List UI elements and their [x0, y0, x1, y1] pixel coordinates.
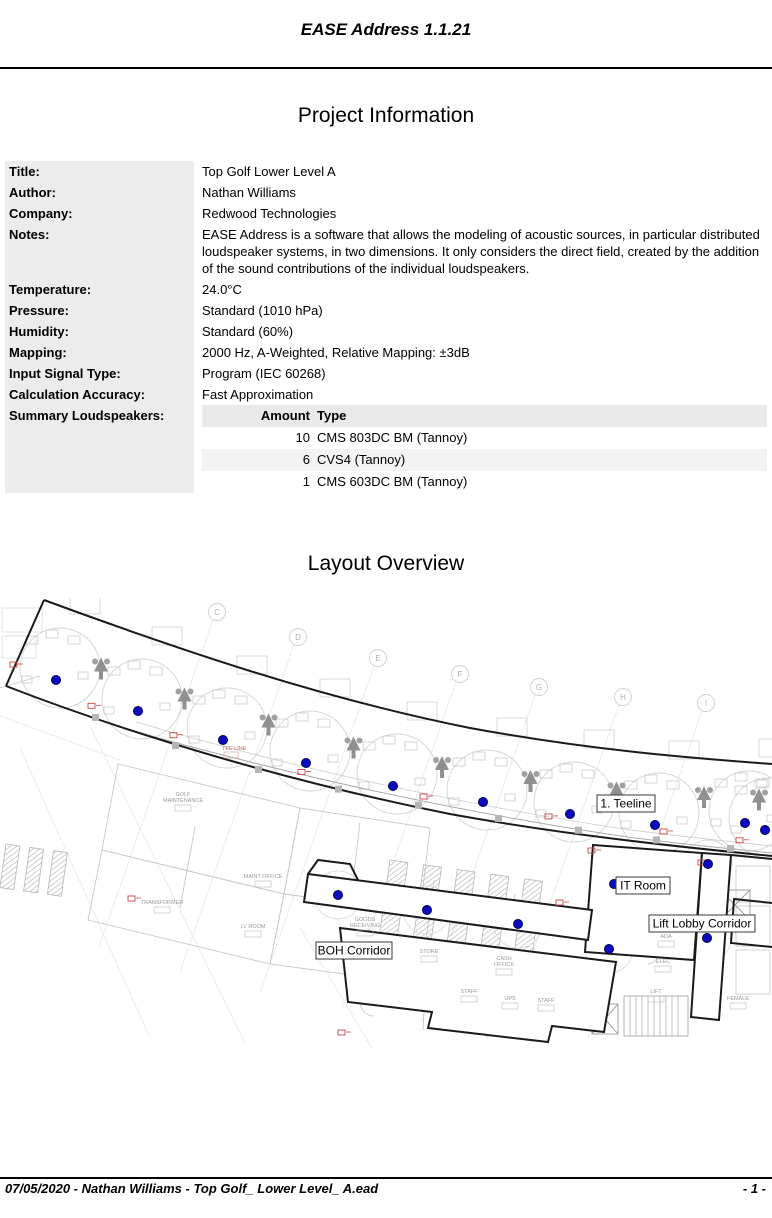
loudspeaker-dot — [703, 934, 712, 943]
area-label: BOH Corridor — [317, 943, 391, 958]
tee-marker-icon — [695, 787, 701, 793]
bay-table — [473, 752, 485, 760]
bay-back-wall — [152, 627, 182, 645]
info-row-notes — [5, 224, 767, 279]
room-label: MAINT OFFICE — [243, 874, 283, 880]
tee-marker-icon — [445, 757, 451, 763]
type-cell: CMS 803DC BM (Tannoy) — [317, 430, 468, 445]
room-number-box — [655, 966, 671, 972]
info-row-humidity — [5, 321, 767, 342]
info-row-pressure — [5, 300, 767, 321]
red-mark — [88, 703, 95, 708]
red-mark — [128, 896, 135, 901]
tee-marker-icon — [433, 757, 439, 763]
info-row-loudspeaker-summary — [5, 405, 767, 493]
loudspeaker-dot — [704, 860, 713, 869]
room-label: MAINTENANCE — [162, 798, 204, 804]
field-value: Fast Approximation — [202, 387, 314, 402]
field-label: Humidity: — [5, 321, 194, 342]
room-label: OFFICE — [493, 962, 515, 968]
bay-table — [505, 794, 515, 801]
bay-table — [415, 778, 425, 785]
type-cell: CMS 603DC BM (Tannoy) — [317, 474, 468, 489]
loudspeaker-header-row — [202, 405, 767, 427]
bay-table — [68, 636, 80, 644]
red-mark — [420, 794, 427, 799]
project-information-title: Project Information — [297, 104, 475, 127]
tee-marker-icon — [757, 803, 761, 811]
bay-table — [318, 719, 330, 727]
column-marker — [415, 802, 422, 809]
field-value: Redwood Technologies — [202, 206, 337, 221]
field-label: Notes: — [5, 224, 194, 279]
column-header-type: Type — [317, 408, 347, 423]
bay-table — [677, 817, 687, 824]
bay-circle — [102, 659, 182, 739]
table-row — [202, 471, 767, 493]
bay-table — [128, 661, 140, 669]
loudspeaker-dot — [52, 676, 61, 685]
amount-cell: 6 — [302, 452, 310, 467]
info-row-mapping — [5, 342, 767, 363]
bay-table — [383, 736, 395, 744]
table-row — [202, 427, 767, 449]
tee-marker-icon — [188, 689, 194, 695]
room-number-box — [245, 931, 261, 937]
column-markers — [92, 714, 734, 852]
bay-table — [213, 690, 225, 698]
amount-cell: 10 — [295, 430, 310, 445]
column-marker — [335, 786, 342, 793]
red-mark — [338, 1030, 345, 1035]
layout-overview-title: Layout Overview — [307, 552, 465, 575]
tee-marker-icon — [99, 672, 103, 680]
bay-table — [150, 667, 162, 675]
room-label: GOODS — [354, 917, 376, 923]
red-mark — [660, 829, 667, 834]
loudspeaker-dot — [514, 920, 523, 929]
loudspeaker-dot — [134, 707, 143, 716]
bay-table — [582, 770, 594, 778]
column-marker — [255, 766, 262, 773]
room-number-box — [648, 996, 664, 1002]
bay-circle — [447, 750, 527, 830]
room-number-box — [255, 881, 271, 887]
field-label: Temperature: — [5, 279, 194, 300]
grid-letter: I — [704, 699, 708, 708]
field-label: Pressure: — [5, 300, 194, 321]
bay-table — [160, 703, 170, 710]
room-number-box — [154, 907, 170, 913]
red-mark — [556, 900, 563, 905]
area-label: Lift Lobby Corridor — [652, 916, 752, 931]
bay-table — [711, 819, 721, 826]
tee-marker-icon — [176, 689, 182, 695]
info-row-title — [5, 161, 767, 182]
grid-letter: E — [375, 654, 381, 663]
room-label: STORE — [419, 949, 439, 955]
bay-circle — [270, 711, 350, 791]
grid-letter: F — [457, 670, 463, 679]
bay-back-wall — [759, 739, 772, 757]
column-marker — [172, 742, 179, 749]
field-value: EASE Address is a software that allows the modeling of acoustic sources, in particular distributed loudspeaker systems, in two dimensions. It only considers the direct field, created by the addition of the sound contributions of the individual loudspeakers. — [202, 227, 760, 276]
room-label: LIFT — [650, 989, 662, 995]
tee-marker-icon — [707, 787, 713, 793]
room-label: CASH — [496, 956, 512, 962]
field-value: Standard (1010 hPa) — [202, 303, 323, 318]
bay-table — [235, 696, 247, 704]
field-value: 2000 Hz, A-Weighted, Relative Mapping: ±3dB — [202, 345, 470, 360]
tee-marker-icon — [104, 659, 110, 665]
bay-circle — [709, 771, 772, 851]
tee-marker-icon — [267, 728, 271, 736]
grid-letter: G — [535, 683, 543, 692]
loudspeaker-dot — [302, 759, 311, 768]
tee-marker-icon — [345, 738, 351, 744]
bay-table — [621, 821, 631, 828]
area-label: 1. Teeline — [600, 796, 652, 811]
field-label: Input Signal Type: — [5, 363, 194, 384]
room-label: GOLF — [175, 792, 191, 798]
tee-marker-icon — [620, 783, 626, 789]
field-label: Title: — [5, 161, 194, 182]
field-label: Calculation Accuracy: — [5, 384, 194, 405]
column-header-amount: Amount — [260, 408, 310, 423]
room-label: LV ROOM — [240, 924, 266, 930]
footer-file-info: 07/05/2020 - Nathan Williams - Top Golf_ Lower Level_ A.ead — [5, 1181, 379, 1196]
footer-rule — [0, 1177, 772, 1179]
bay-table — [245, 732, 255, 739]
layout-overview-plan — [0, 598, 772, 1048]
room-label: UPS — [504, 996, 516, 1002]
bay-table — [104, 707, 114, 714]
bay-table — [296, 713, 308, 721]
info-row-calc-accuracy — [5, 384, 767, 405]
bay-table — [645, 775, 657, 783]
column-marker — [92, 714, 99, 721]
column-marker — [495, 815, 502, 822]
loudspeaker-dot — [741, 819, 750, 828]
info-row-input-signal — [5, 363, 767, 384]
grid-letter: C — [214, 608, 220, 617]
loudspeaker-dot — [423, 906, 432, 915]
field-label: Author: — [5, 182, 194, 203]
loudspeaker-dot — [334, 891, 343, 900]
bay-table — [731, 826, 741, 833]
room-number-box — [175, 805, 191, 811]
tee-marker-icon — [762, 790, 768, 796]
bay-table — [46, 630, 58, 638]
loudspeaker-summary-table — [202, 405, 767, 493]
info-row-temperature — [5, 279, 767, 300]
room-label: FEMALE — [726, 996, 750, 1002]
tee-marker-glyphs — [92, 658, 768, 811]
bay-back-wall — [320, 679, 350, 697]
tee-marker-icon — [440, 770, 444, 778]
header-rule — [0, 67, 772, 69]
tee-marker-icon — [608, 783, 614, 789]
bay-table — [735, 773, 747, 781]
column-marker — [653, 837, 660, 844]
field-label: Summary Loudspeakers: — [5, 405, 194, 493]
field-value: 24.0°C — [202, 282, 242, 297]
floor-plan — [0, 598, 772, 1048]
loudspeaker-dot — [479, 798, 488, 807]
tee-marker-icon — [352, 751, 356, 759]
room-number-box — [730, 1003, 746, 1009]
column-marker — [575, 827, 582, 834]
bay-table — [767, 815, 772, 822]
footer-page-number: - 1 - — [742, 1181, 766, 1196]
column-marker — [727, 845, 734, 852]
room-label: ADA — [660, 934, 672, 940]
tee-marker-icon — [522, 771, 528, 777]
app-title: EASE Address 1.1.21 — [300, 20, 472, 39]
grid-letter: D — [295, 633, 301, 642]
grid-leader-line — [180, 645, 294, 972]
tee-marker-icon — [534, 771, 540, 777]
tee-marker-icon — [529, 784, 533, 792]
loudspeaker-dot — [389, 782, 398, 791]
tee-marker-icon — [272, 715, 278, 721]
field-label: Company: — [5, 203, 194, 224]
loudspeaker-dot — [219, 736, 228, 745]
grid-letter: H — [620, 693, 626, 702]
loudspeaker-dot — [605, 945, 614, 954]
tee-marker-icon — [183, 702, 187, 710]
bay-table — [495, 758, 507, 766]
tee-marker-icon — [260, 715, 266, 721]
amount-cell: 1 — [302, 474, 310, 489]
loudspeaker-dot — [761, 826, 770, 835]
room-label: STAFF — [460, 989, 478, 995]
bay-table — [405, 742, 417, 750]
tee-marker-icon — [750, 790, 756, 796]
field-value: Program (IEC 60268) — [202, 366, 326, 381]
project-information-table — [5, 161, 767, 493]
area-label: IT Room — [620, 878, 666, 893]
room-label: STAFF — [537, 998, 555, 1004]
tee-marker-icon — [357, 738, 363, 744]
field-value: Nathan Williams — [202, 185, 296, 200]
type-cell: CVS4 (Tannoy) — [317, 452, 406, 467]
loudspeaker-dot — [651, 821, 660, 830]
bay-table — [328, 755, 338, 762]
info-row-author — [5, 182, 767, 203]
bay-table — [78, 672, 88, 679]
room-label: TRANSFORMER — [140, 900, 184, 906]
tee-line-label: TEE LINE — [222, 746, 247, 752]
tee-marker-icon — [702, 800, 706, 808]
bay-table — [560, 764, 572, 772]
field-label: Mapping: — [5, 342, 194, 363]
room-label: RECEIVING — [349, 923, 381, 929]
field-value: Top Golf Lower Level A — [202, 164, 336, 179]
table-row — [202, 449, 767, 471]
field-value: Standard (60%) — [202, 324, 294, 339]
grid-letter-layer — [209, 604, 715, 712]
room-label: ELEC — [655, 959, 671, 965]
loudspeaker-dot — [566, 810, 575, 819]
tee-marker-icon — [92, 659, 98, 665]
info-row-company — [5, 203, 767, 224]
